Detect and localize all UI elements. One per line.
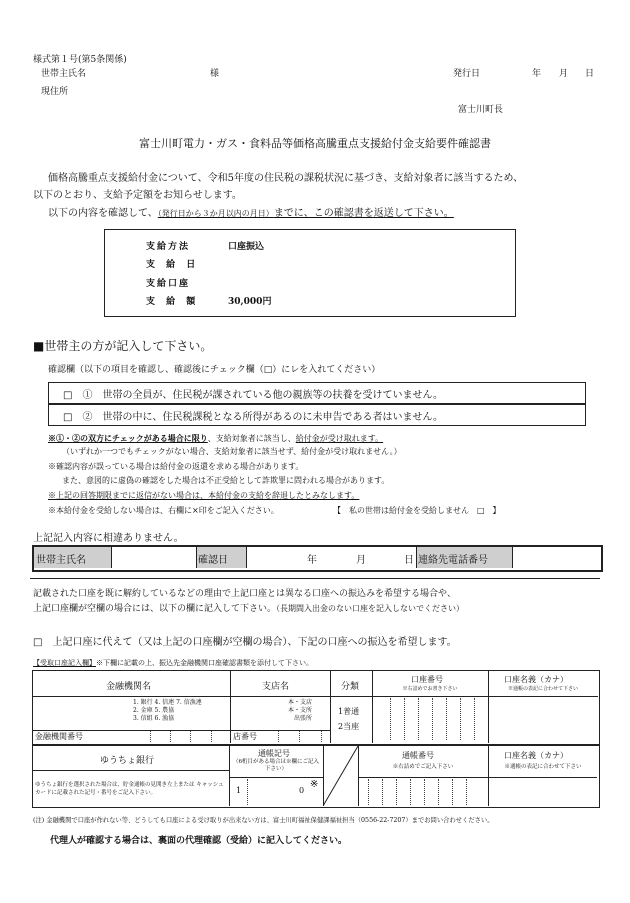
passbook-number-label: 通帳番号 [402,751,434,760]
confirm-statement: 上記記入内容に相違ありません。 [33,533,184,544]
yucho-holder-field[interactable] [489,779,597,805]
divider [30,578,600,579]
holder-field[interactable] [489,697,597,742]
issue-year-label: 年 [532,69,542,79]
note-1 [48,433,383,444]
deadline-note: （発行日から３か月以内の月日） [157,209,274,218]
note-5: ※上記の回答期限までに返信がない場合は、本給付金の支給を辞退したとみなします。 [48,491,360,500]
issue-day-label: 日 [585,69,595,79]
passbook-number-field[interactable] [368,779,478,805]
confirm-month: 月 [356,555,366,566]
confirm-phone-field[interactable] [512,547,599,568]
payment-account-label: 支給口座 [146,279,191,289]
issuer-name: 富士川町長 [458,105,504,115]
bank-type-1: 1. 銀行 4. 信連 7. 信漁連 [133,699,202,706]
transfer-line-2 [33,601,464,614]
branch-code-label: 店番号 [233,732,257,741]
holder-sub: ※通帳の表記に合わせて下さい [507,686,578,692]
yucho-holder-sub: ※通帳の表記に合わせて下さい [504,764,582,770]
note-1c: 給付金が受け取れます。 [295,434,384,443]
note-1b: 、支給対象者に該当し、 [207,434,296,443]
yucho-label-row [33,770,229,771]
branch-type-3: 出張所 [294,715,313,722]
branch-code-field[interactable] [278,731,322,742]
payment-date-label: 支 給 日 [146,260,200,270]
passbook-first-digit: 1 [236,786,242,795]
note-2: （いずれか一つでもチェックがない場合、支給対象者に該当せず、給付金が受け取れません。） [62,447,402,456]
bank-col-sep-3 [372,671,373,743]
passbook-label: 通帳記号 [258,749,290,758]
table-note [33,658,313,668]
branch-type-options[interactable] [288,699,312,723]
payment-method-label: 支給方法 [146,242,191,252]
check-1-text: □ ① 世帯の全員が、住民税が課されている他の親族等の扶養を受けていません。 [63,390,444,401]
account-number-header: 口座番号 [411,675,443,684]
account-number-field[interactable] [390,698,475,740]
type-option-1[interactable]: 1普通 [338,707,360,716]
type-option-2[interactable]: 2当座 [338,722,360,731]
bank-code-label: 金融機関番号 [35,732,83,741]
diagonal-slash [323,746,358,806]
yucho-sep-3 [358,746,359,806]
type-header: 分類 [341,682,360,692]
passbook-number-sub: ※右詰めでご記入下さい [392,764,454,770]
account-number-sub: ※右詰めでお書き下さい [402,686,458,692]
bank-name-header: 金融機関名 [106,682,152,692]
table-note-b: ※下欄に記載の上、振込先金融機関口座確認書類を添付して下さい。 [96,659,313,667]
bank-col-sep-2 [330,671,331,743]
document-title: 富士川町電力・ガス・食料品等価格高騰重点支援給付金支給要件確認書 [139,137,491,150]
transfer-line-2b: （長期間入出金のない口座を記入しないでください） [276,604,465,613]
table-note-a: 【受取口座記入欄】 [33,659,96,667]
payment-amount-value: 30,000円 [228,297,272,307]
issue-month-label: 月 [559,69,569,79]
yucho-label: ゆうちょ銀行 [100,756,155,766]
yucho-holder-label: 口座名義（カナ） [504,751,568,760]
bank-type-options[interactable] [133,699,202,723]
note-3: ※確認内容が誤っている場合は給付金の返還を求める場合があります。 [48,462,304,471]
passbook-header-line [229,777,323,778]
note-1a: ※①・②の双方にチェックがある場合に限り [48,433,208,443]
decline-checkbox[interactable]: 【 私の世帯は給付金を受給しません □ 】 [333,506,501,515]
bank-type-3: 3. 信組 6. 漁協 [133,715,175,722]
confirm-name-field[interactable] [111,547,197,568]
intro-line-3a: 以下の内容を確認して、 [48,208,158,219]
intro-line-3c: までに、この確認書を返送して下さい。 [273,208,454,219]
sama-label: 様 [210,69,220,79]
passbook-zero: 0 [299,786,305,795]
transfer-line-1: 記載された口座を既に解約しているなどの理由で上記口座とは異なる口座への振込みを希望する場合や、 [33,589,456,599]
bank-type-2: 2. 金庫 5. 農協 [133,707,175,714]
payment-amount-label: 支 給 額 [146,297,200,307]
issue-date-label: 発行日 [453,69,481,79]
confirm-year: 年 [307,555,317,566]
intro-line-1: 価格高騰重点支援給付金について、令和5年度の住民税の課税状況に基づき、支給対象者に該当するため、 [48,173,524,184]
footer-note: (注) 金融機関で口座が作れない等、どうしても口座による受け取りが出来ない方は、富士川町福祉保健課福祉担当（0556-22-7207）までお問い合わせください。 [33,817,494,824]
bank-code-sep-1 [170,731,171,742]
confirm-date-field[interactable] [246,547,417,568]
yucho-header-line [358,777,597,778]
confirm-phone-label: 連絡先電話番号 [418,555,488,566]
payment-method-value: 口座振込 [228,242,265,252]
check-instruction: 確認欄（以下の項目を確認し、確認後にチェック欄（□）にレを入れてください） [48,365,381,375]
confirm-name-label: 世帯主氏名 [36,555,86,566]
bank-code-field[interactable] [150,731,212,742]
section-heading: ■世帯主の方が記入して下さい。 [33,339,213,353]
confirm-date-label: 確認日 [198,555,228,566]
householder-name-label: 世帯主氏名 [41,69,87,79]
note-6: ※本給付金を受給しない場合は、右欄に×印をご記入ください。 [48,506,279,515]
intro-line-3 [48,204,454,219]
transfer-line-2a: 上記口座欄が空欄の場合には、以下の欄に記入して下さい。 [33,604,277,614]
note-4: また、意図的に虚偽の確認をした場合は不正受給として詐欺罪に問われる場合があります。 [62,476,390,485]
transfer-option[interactable]: □ 上記口座に代えて（又は上記の口座欄が空欄の場合）、下記の口座への振込を希望します。 [33,637,457,648]
holder-header: 口座名義（カナ） [504,675,568,684]
bank-col-sep-1 [230,671,231,743]
bank-code-sep-2 [190,731,191,742]
passbook-mark: ※ [310,779,319,790]
intro-line-2: 以下のとおり、支給予定額をお知らせします。 [33,190,242,201]
yucho-note: ゆうちょ銀行を選択された場合は、貯金通帳の見開き左上または キャッシュカードに記載された記号・番号をご記入下さい。 [35,782,224,796]
confirm-day: 日 [404,555,414,566]
yucho-sep-1 [229,746,230,806]
address-label: 現住所 [41,87,69,97]
check-2-text: □ ② 世帯の中に、住民税課税となる所得があるのに未申告である者はいません。 [63,412,444,423]
passbook-sub: （6桁目がある場合は※欄にご記入下さい） [232,759,319,772]
branch-type-2: 本・支所 [288,707,313,714]
proxy-note: 代理人が確認する場合は、裏面の代理確認（受給）に記入してください。 [50,836,348,846]
form-number: 様式第１号(第5条関係) [33,55,127,65]
branch-name-header: 支店名 [262,682,290,692]
branch-code-sep [299,731,300,742]
branch-type-1: 本・支店 [288,699,313,706]
